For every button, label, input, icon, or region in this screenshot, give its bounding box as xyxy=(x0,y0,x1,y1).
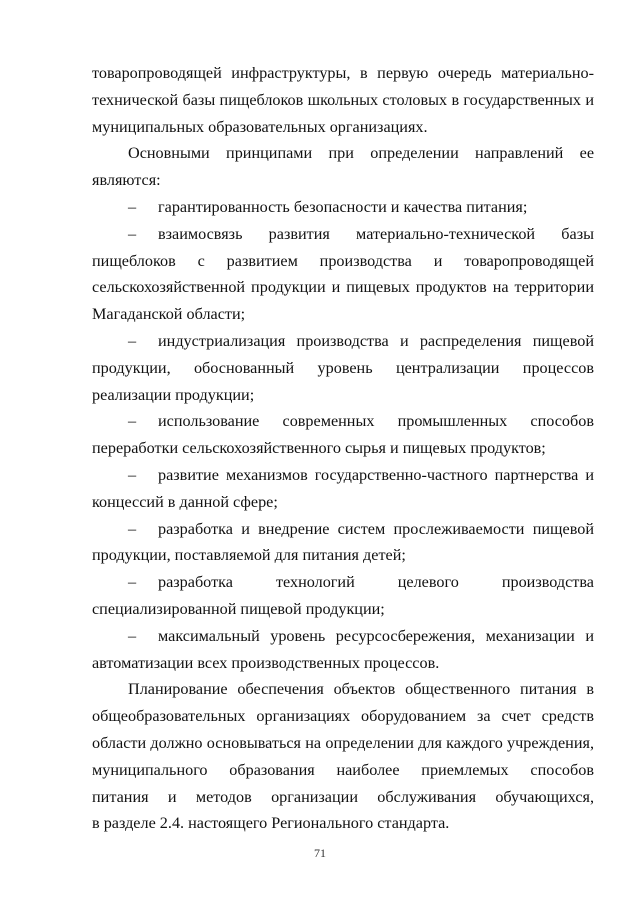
text-line: концессий в данной сфере; xyxy=(92,492,278,511)
text-line: питания и методов организации обслуживания обучающихся, xyxy=(92,787,594,806)
text-line: Планирование обеспечения объектов общественного питания в xyxy=(128,680,594,699)
list-item-text: взаимосвязь развития материально-технической базы xyxy=(158,224,594,243)
text-line: общеобразовательных организациях оборудованием за счет средств xyxy=(92,707,594,726)
dash-marker: – xyxy=(128,573,137,592)
list-item xyxy=(92,408,594,435)
list-item-text: разработка технологий целевого производства xyxy=(158,573,594,592)
dash-marker: – xyxy=(128,626,137,645)
text-line: Основными принципами при определении направлений ее xyxy=(128,144,594,163)
list-item xyxy=(92,328,594,355)
text-line: муниципального образования наиболее приемлемых способов xyxy=(92,760,594,779)
dash-marker: – xyxy=(128,412,137,431)
list-item xyxy=(92,623,594,650)
text-line: сельскохозяйственной продукции и пищевых продуктов на территории xyxy=(92,278,594,297)
text-line: автоматизации всех производственных процессов. xyxy=(92,653,440,672)
text-line: муниципальных образовательных организациях. xyxy=(92,117,428,136)
text-line: специализированной пищевой продукции; xyxy=(92,599,385,618)
text-line: пищеблоков с развитием производства и товаропроводящей xyxy=(92,251,594,270)
text-line: продукции, поставляемой для питания детей; xyxy=(92,546,406,565)
dash-marker: – xyxy=(128,465,137,484)
dash-marker: – xyxy=(128,197,137,216)
list-item xyxy=(92,194,594,221)
text-line: технической базы пищеблоков школьных столовых в государственных и xyxy=(92,90,594,109)
list-item xyxy=(92,516,594,543)
dash-marker: – xyxy=(128,519,137,538)
text-line: товаропроводящей инфраструктуры, в первую очередь материально- xyxy=(92,64,594,82)
list-item-text: индустриализация производства и распределения пищевой xyxy=(158,331,594,350)
document-page xyxy=(92,60,594,837)
page-number: 71 xyxy=(314,846,326,860)
dash-marker: – xyxy=(128,331,137,350)
list-item xyxy=(92,462,594,489)
text-line: в разделе 2.4. настоящего Регионального стандарта. xyxy=(92,814,450,833)
list-item-text: разработка и внедрение систем прослеживаемости пищевой xyxy=(158,519,594,538)
dash-marker: – xyxy=(128,224,137,243)
text-line: Магаданской области; xyxy=(92,305,246,324)
list-item xyxy=(92,569,594,596)
text-line: являются: xyxy=(92,171,161,190)
text-line: области должно основываться на определении для каждого учреждения, xyxy=(92,733,594,752)
text-line: продукции, обоснованный уровень централизации процессов xyxy=(92,358,594,377)
list-item-text: гарантированность безопасности и качества питания; xyxy=(158,197,528,216)
text-line: переработки сельскохозяйственного сырья и пищевых продуктов; xyxy=(92,439,546,458)
list-item-text: максимальный уровень ресурсосбережения, механизации и xyxy=(158,626,594,645)
list-item-text: развитие механизмов государственно-частного партнерства и xyxy=(158,465,594,484)
list-item-text: использование современных промышленных способов xyxy=(158,412,594,431)
text-line: реализации продукции; xyxy=(92,385,255,404)
list-item xyxy=(92,221,594,248)
